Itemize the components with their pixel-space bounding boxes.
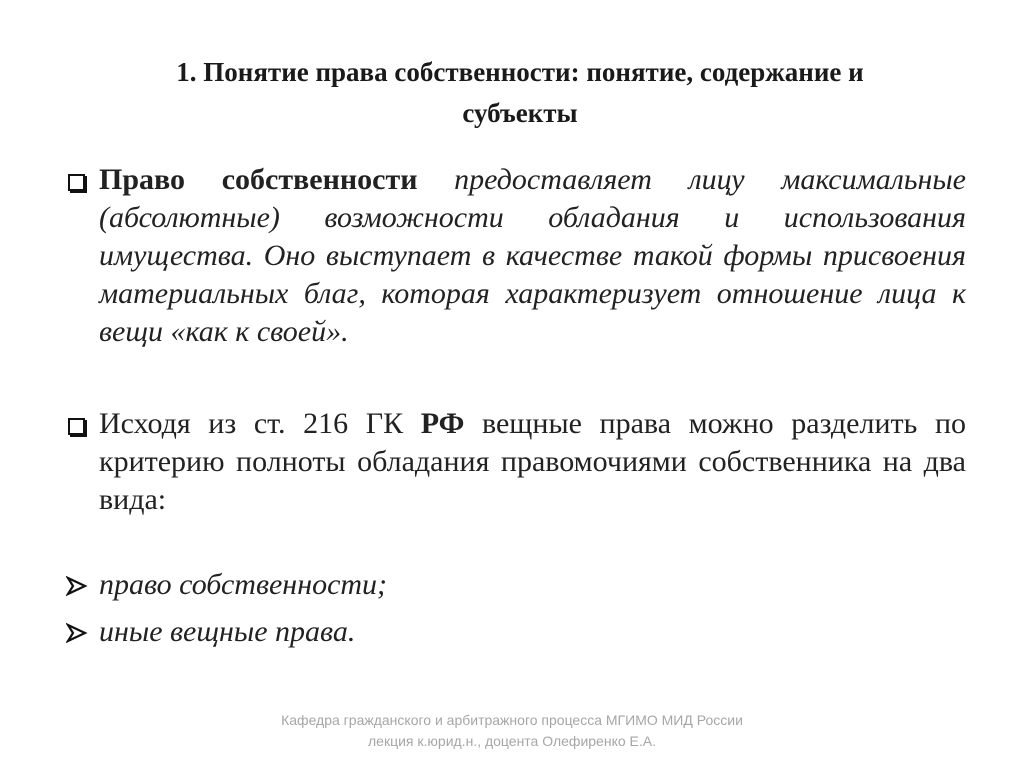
slide-title: [60, 52, 980, 134]
checkbox-icon: [68, 174, 85, 191]
list-item: [64, 566, 966, 604]
footer-line-2: лекция к.юрид.н., доцента Олефиренко Е.А.: [368, 733, 656, 749]
bullet-paragraph: [99, 405, 966, 519]
footer-line-1: Кафедра гражданского и арбитражного процесса МГИМО МИД России: [281, 712, 743, 728]
bullet-paragraph: [99, 161, 966, 351]
list-item-text: иные вещные права.: [99, 615, 356, 648]
text-after: вещные права можно разделить по критерию полноты обладания правомочиями собственника на два вида:: [99, 407, 967, 516]
title-line-2: субъекты: [462, 98, 578, 128]
list-item: [64, 613, 966, 651]
list-item-text: право собственности;: [99, 568, 388, 601]
bold-abbrev: РФ: [420, 407, 465, 440]
bullet-article-216: [64, 405, 966, 519]
title-line-1: 1. Понятие права собственности: понятие, содержание и: [176, 57, 864, 87]
checkbox-icon: [68, 418, 85, 435]
arrow-bullet-icon: [66, 623, 88, 643]
slide-footer: [150, 710, 874, 752]
bold-term: Право собственности: [99, 163, 418, 196]
bullet-ownership-definition: [64, 161, 966, 351]
arrow-bullet-icon: [66, 576, 88, 596]
italic-text: предоставляет лицу максимальные (абсолютные) возможности обладания и использования имущества. Оно выступает в качестве такой формы присвоения материальных благ, которая характеризует отношение лица к вещи «как к своей».: [99, 163, 966, 348]
text-before: Исходя из ст. 216 ГК: [99, 407, 404, 440]
